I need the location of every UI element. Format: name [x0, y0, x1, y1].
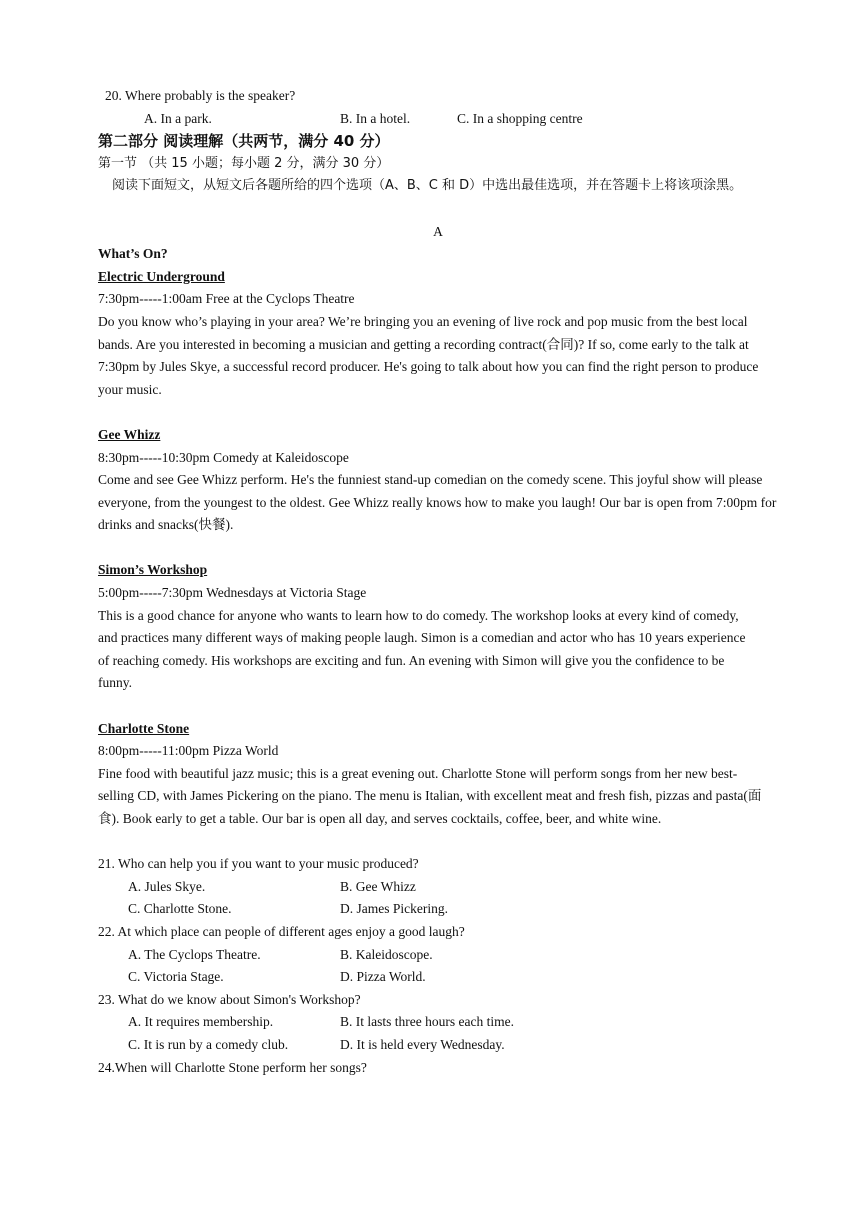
event-name: Electric Underground — [98, 268, 225, 284]
question-24: 24.When will Charlotte Stone perform her songs? — [98, 1059, 367, 1075]
instructions: 阅读下面短文，从短文后各题所给的四个选项（A、B、C 和 D）中选出最佳选项，并在答题卡上将该项涂黑。 — [112, 178, 743, 194]
question-23-options-row2 — [98, 1034, 778, 1057]
event-description: Do you know who’s playing in your area? We’re bringing you an evening of live rock and pop music from the best local bands. Are you interested in becoming a musician and getting a recording contract(合同)? If so, come early to the talk at 7:30pm by Jules Skye, a successful record producer. He's going to talk about how you can find the right person to produce your music. — [98, 313, 759, 397]
question-21: 21. Who can help you if you want to your music produced? — [98, 856, 419, 872]
question-22: 22. At which place can people of different ages enjoy a good laugh? — [98, 923, 465, 939]
option-a: A. The Cyclops Theatre. — [128, 946, 261, 962]
option-c: C. In a shopping centre — [457, 110, 583, 126]
question-20-options — [98, 108, 778, 131]
option-d: D. It is held every Wednesday. — [340, 1036, 505, 1052]
spacer — [98, 831, 778, 854]
option-b: B. Gee Whizz — [340, 878, 416, 894]
option-a: A. Jules Skye. — [128, 878, 206, 894]
event-time: 8:30pm-----10:30pm Comedy at Kaleidoscope — [98, 449, 349, 465]
section-one-heading: 第一节 （共 15 小题；每小题 2 分，满分 30 分） — [98, 155, 390, 171]
option-d: D. James Pickering. — [340, 901, 448, 917]
event-time: 7:30pm-----1:00am Free at the Cyclops Theatre — [98, 291, 355, 307]
option-b: B. It lasts three hours each time. — [340, 1014, 514, 1030]
option-c: C. Victoria Stage. — [128, 969, 224, 985]
question-22-options-row2 — [98, 966, 778, 989]
option-c: C. It is run by a comedy club. — [128, 1036, 289, 1052]
event-time: 8:00pm-----11:00pm Pizza World — [98, 743, 279, 759]
option-b: B. Kaleidoscope. — [340, 946, 433, 962]
question-20: 20. Where probably is the speaker? — [105, 88, 296, 103]
event-name: Gee Whizz — [98, 426, 161, 442]
spacer — [98, 695, 778, 718]
spacer — [98, 198, 778, 221]
spacer — [98, 537, 778, 560]
event-name: Simon’s Workshop — [98, 562, 208, 578]
question-23: 23. What do we know about Simon's Workshop? — [98, 991, 361, 1007]
exam-page — [98, 85, 778, 1079]
part-two-heading: 第二部分 阅读理解（共两节，满分 40 分） — [98, 132, 390, 151]
question-21-options-row2 — [98, 898, 778, 921]
option-a: A. It requires membership. — [128, 1014, 274, 1030]
option-c: C. Charlotte Stone. — [128, 901, 232, 917]
option-b: B. In a hotel. — [340, 110, 411, 126]
option-d: D. Pizza World. — [340, 969, 426, 985]
question-22-options-row1 — [98, 944, 778, 967]
event-description: Come and see Gee Whizz perform. He's the funniest stand-up comedian on the comedy scene. This joyful show will please everyone, from the youngest to the oldest. Gee Whizz really knows how to make you laugh! Our bar is open from 7:00pm for drinks and snacks(快餐). — [98, 472, 777, 533]
passage-letter: A — [433, 223, 443, 239]
passage-title: What’s On? — [98, 246, 168, 262]
question-21-options-row1 — [98, 876, 778, 899]
event-description: This is a good chance for anyone who wants to learn how to do comedy. The workshop looks at every kind of comedy, and practices many different ways of making people laugh. Simon is a comedian and actor who has 10 years experience of reaching comedy. His workshops are exciting and fun. An evening with Simon will give you the confidence to be funny. — [98, 607, 746, 691]
event-description: Fine food with beautiful jazz music; this is a great evening out. Charlotte Stone will perform songs from her new best-selling CD, with James Pickering on the piano. The menu is Italian, with excellent meat and fresh fish, pizzas and pasta(面食). Book early to get a table. Our bar is open all day, and serves cocktails, coffee, beer, and white wine. — [98, 765, 762, 826]
spacer — [98, 401, 778, 424]
question-23-options-row1 — [98, 1011, 778, 1034]
option-a: A. In a park. — [144, 110, 212, 126]
event-name: Charlotte Stone — [98, 720, 190, 736]
event-time: 5:00pm-----7:30pm Wednesdays at Victoria Stage — [98, 585, 367, 601]
